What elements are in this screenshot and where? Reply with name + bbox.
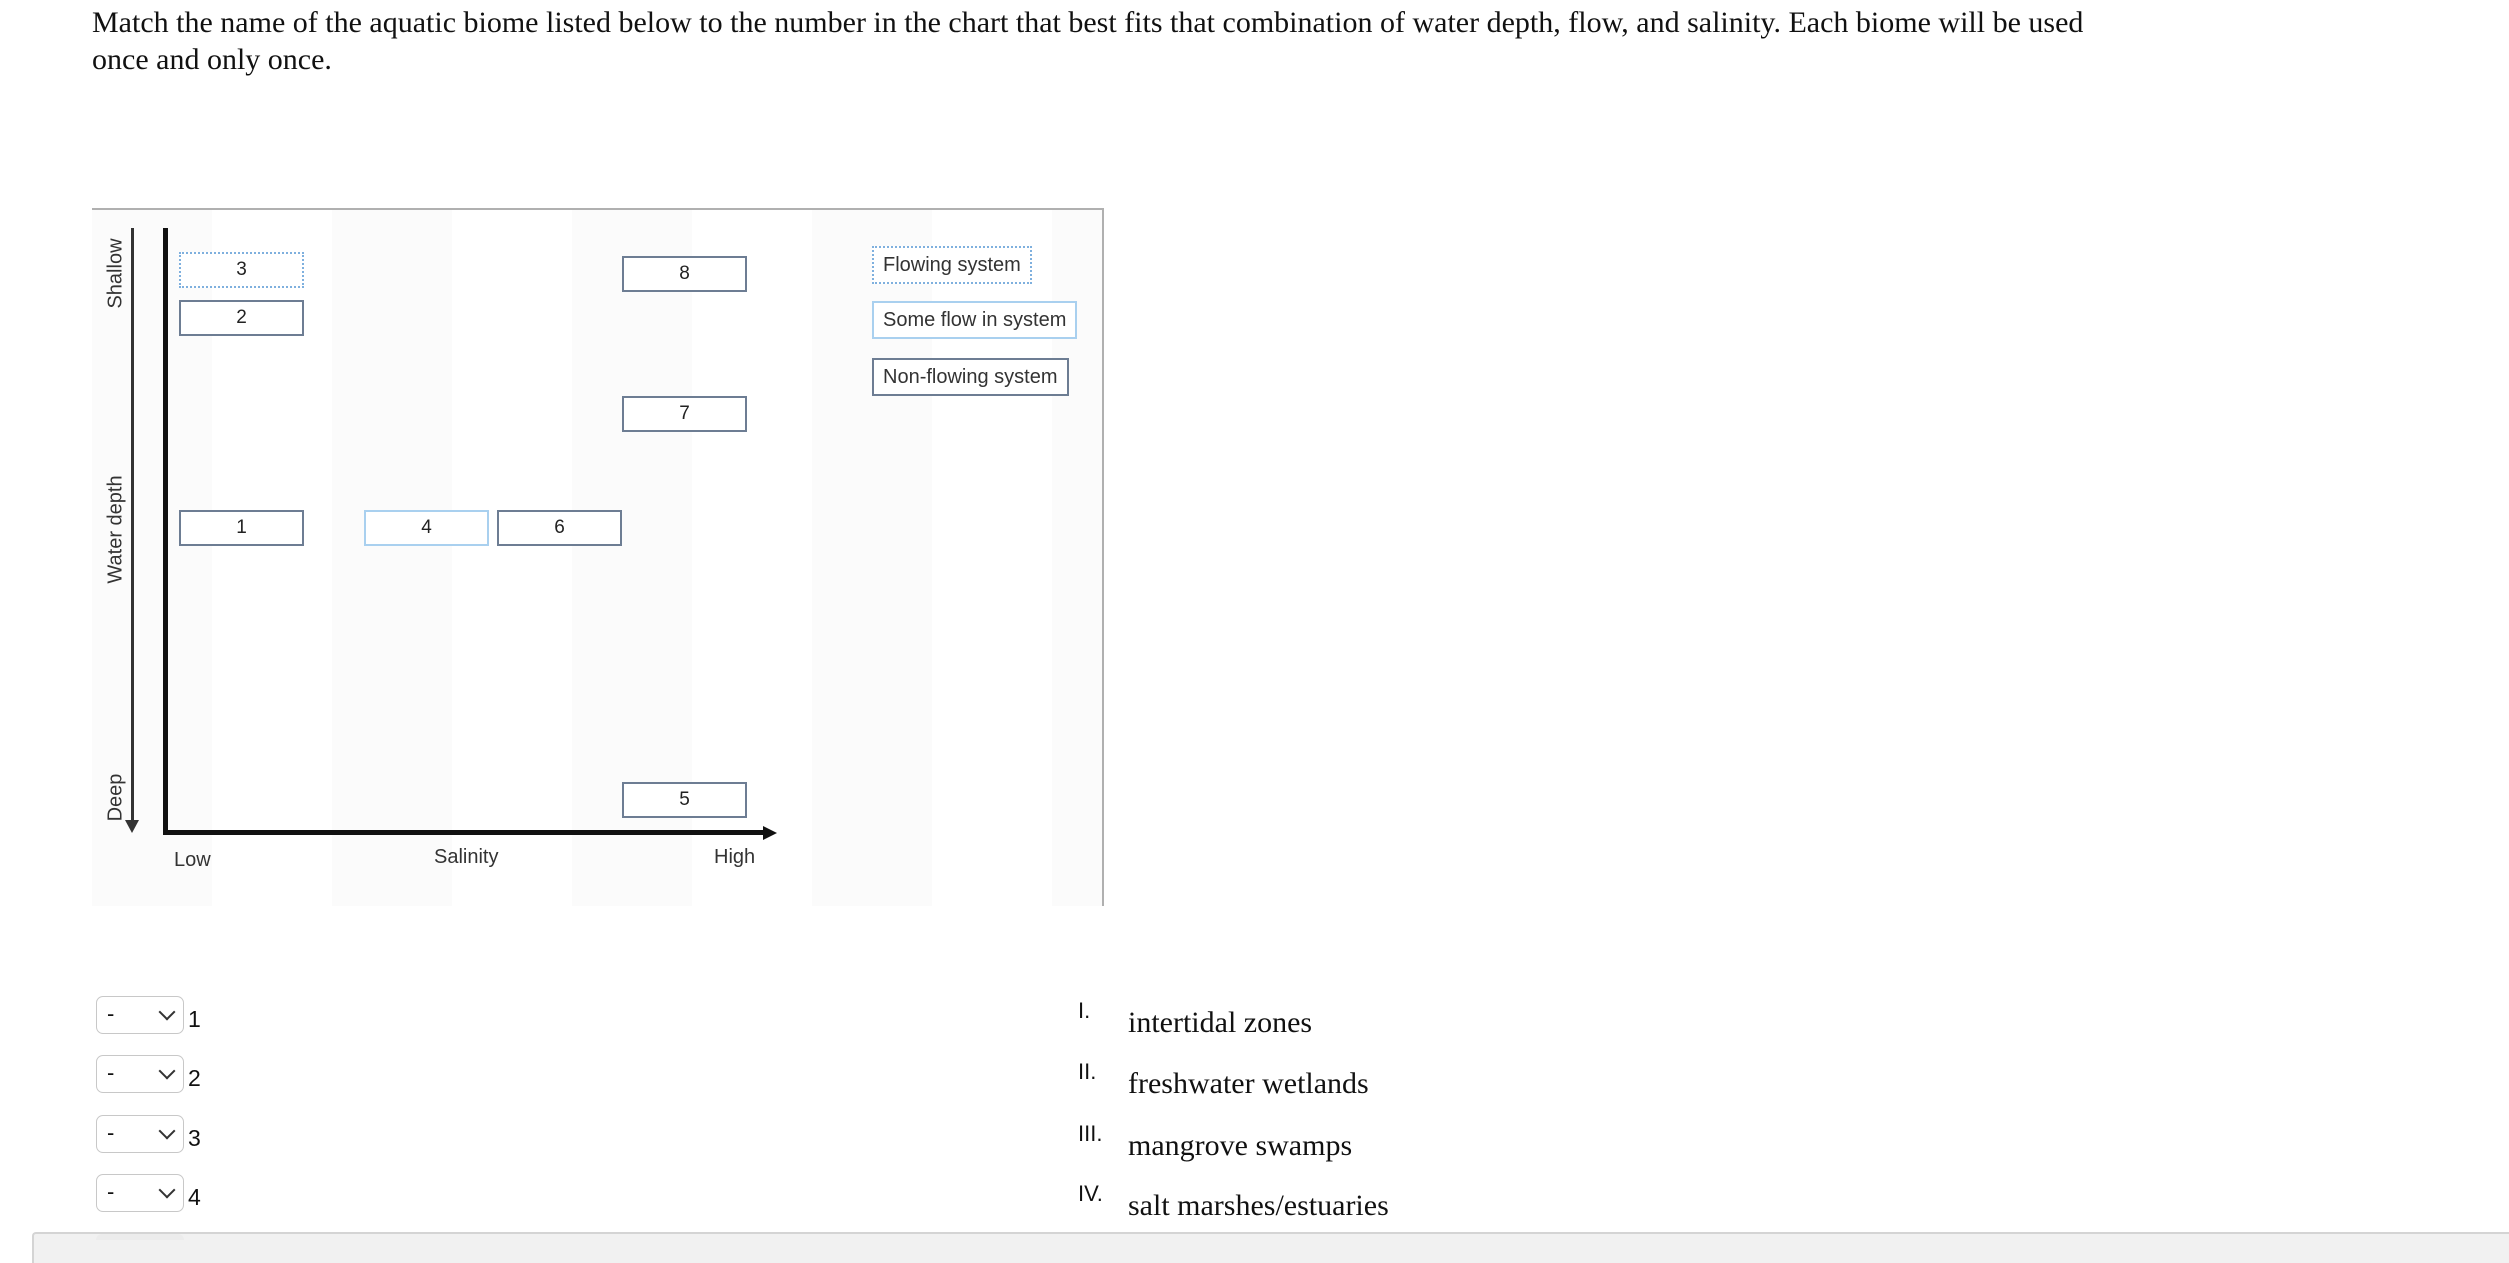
- legend-flowing-system: Flowing system: [872, 246, 1032, 284]
- answer-select-3[interactable]: [96, 1115, 184, 1153]
- chart-box-5: 5: [622, 782, 747, 818]
- answer-number: 2: [188, 1065, 201, 1091]
- option-numeral: II.: [1078, 1059, 1097, 1084]
- x-axis-right-label: High: [714, 846, 756, 868]
- answer-number: 3: [188, 1125, 201, 1151]
- answer-select-4[interactable]: [96, 1174, 184, 1212]
- chart-box-1: 1: [179, 510, 304, 546]
- option-text: intertidal zones: [1128, 1006, 1313, 1039]
- y-axis-bottom-label: Deep: [104, 773, 127, 822]
- option-text: mangrove swamps: [1128, 1129, 1353, 1162]
- select-value: -: [107, 1179, 115, 1204]
- answer-number: 4: [188, 1184, 201, 1210]
- y-axis-title: Water depth: [104, 475, 127, 584]
- answer-select-1[interactable]: [96, 996, 184, 1034]
- legend-some-flow: Some flow in system: [872, 301, 1077, 339]
- chevron-down-icon: [159, 1123, 176, 1140]
- x-axis-arrow-head: [763, 826, 777, 840]
- select-value: -: [107, 1001, 115, 1026]
- option-numeral: I.: [1078, 998, 1091, 1023]
- chart-box-7: 7: [622, 396, 747, 432]
- option-text: salt marshes/estuaries: [1128, 1189, 1389, 1222]
- chart-box-4: 4: [364, 510, 489, 546]
- option-numeral: III.: [1078, 1121, 1103, 1146]
- legend-non-flowing: Non-flowing system: [872, 358, 1069, 396]
- x-axis-line: [163, 830, 765, 835]
- x-axis-title: Salinity: [434, 846, 499, 868]
- answer-select-2[interactable]: [96, 1055, 184, 1093]
- chevron-down-icon: [159, 1182, 176, 1199]
- chevron-down-icon: [159, 1063, 176, 1080]
- depth-arrow-head: [125, 820, 139, 833]
- chevron-down-icon: [159, 1004, 176, 1021]
- chart-box-3: 3: [179, 252, 304, 288]
- answer-select-5-edge[interactable]: [96, 1234, 184, 1240]
- select-value: -: [107, 1060, 115, 1085]
- question-text: Match the name of the aquatic biome listed below to the number in the chart that best fits that combination of water depth, flow, and salinity. Each biome will be used once and only once.: [92, 6, 2084, 76]
- chart-box-6: 6: [497, 510, 622, 546]
- depth-arrow-line: [131, 228, 134, 822]
- x-axis-left-label: Low: [174, 849, 211, 871]
- answer-number: 1: [188, 1006, 201, 1032]
- option-numeral: IV.: [1078, 1181, 1103, 1206]
- bottom-panel: [32, 1232, 2509, 1263]
- chart-box-2: 2: [179, 300, 304, 336]
- y-axis-top-label: Shallow: [104, 238, 127, 309]
- select-value: -: [107, 1120, 115, 1145]
- chart-box-8: 8: [622, 256, 747, 292]
- y-axis-line: [163, 228, 168, 833]
- option-text: freshwater wetlands: [1128, 1067, 1369, 1100]
